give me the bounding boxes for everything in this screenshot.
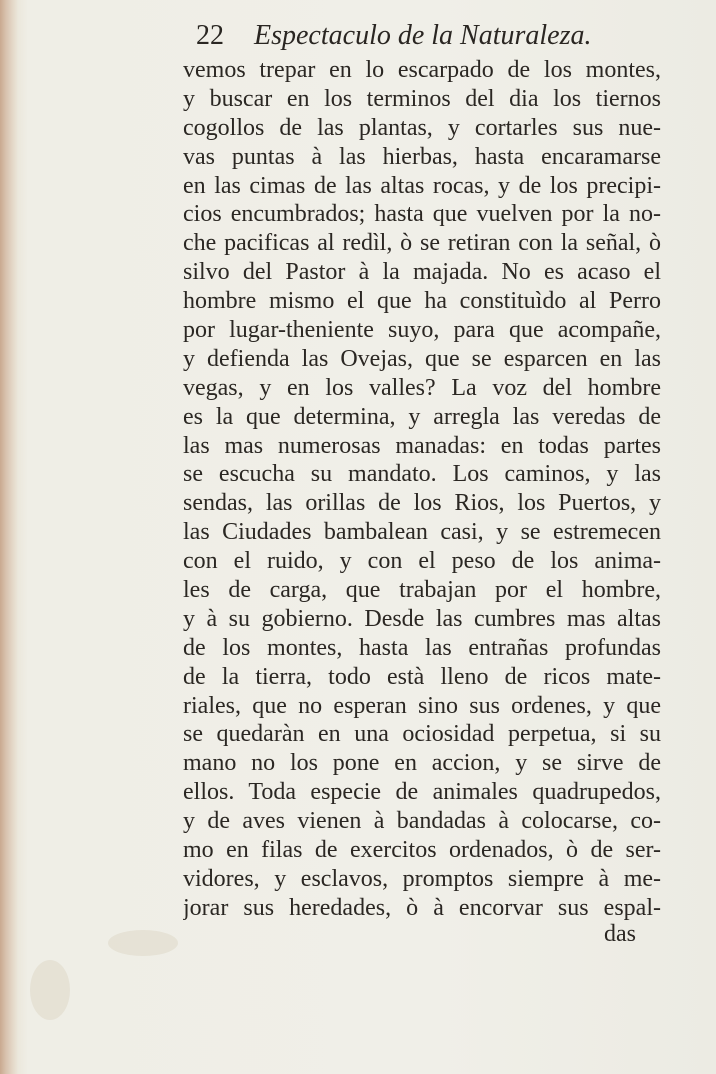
text-line: che pacificas al redìl, ò se retiran con la señal, ò	[183, 230, 661, 257]
paper-stain	[30, 960, 70, 1020]
text-line: con el ruido, y con el peso de los anima-	[183, 548, 661, 575]
text-line: vemos trepar en lo escarpado de los montes,	[183, 57, 661, 83]
text-line: por lugar-theniente suyo, para que acompañe,	[183, 317, 661, 344]
text-line: y à su gobierno. Desde las cumbres mas altas	[183, 605, 661, 632]
text-line: jorar sus heredades, ò à encorvar sus espal-	[183, 894, 661, 921]
text-line: se quedaràn en una ociosidad perpetua, si su	[183, 721, 661, 748]
text-line: mano no los pone en accion, y se sirve de	[183, 750, 661, 777]
text-line: de los montes, hasta las entrañas profundas	[183, 634, 661, 661]
running-title: Espectaculo de la Naturaleza.	[254, 20, 592, 51]
catchword: das	[604, 921, 636, 947]
page-number: 22	[196, 20, 224, 51]
text-line: hombre mismo el que ha constituìdo al Perro	[183, 288, 661, 315]
text-line: se escucha su mandato. Los caminos, y las	[183, 461, 661, 488]
text-line: es la que determina, y arregla las veredas de	[183, 403, 661, 430]
text-line: y buscar en los terminos del dia los tiernos	[183, 85, 661, 112]
text-line: cios encumbrados; hasta que vuelven por la no-	[183, 201, 661, 228]
text-line: les de carga, que trabajan por el hombre,	[183, 577, 661, 604]
page-header	[196, 18, 626, 54]
text-line: silvo del Pastor à la majada. No es acaso el	[183, 259, 661, 286]
text-line: vidores, y esclavos, promptos siempre à me-	[183, 865, 661, 892]
text-line: de la tierra, todo està lleno de ricos mate-	[183, 663, 661, 690]
text-line: cogollos de las plantas, y cortarles sus nue-	[183, 114, 661, 141]
text-line: vegas, y en los valles? La voz del hombre	[183, 374, 661, 401]
text-line: mo en filas de exercitos ordenados, ò de ser-	[183, 837, 661, 864]
text-line: en las cimas de las altas rocas, y de los precipi-	[183, 172, 661, 199]
text-line: sendas, las orillas de los Rios, los Puertos, y	[183, 490, 661, 517]
text-line: las mas numerosas manadas: en todas partes	[183, 432, 661, 459]
paper-stain	[108, 930, 178, 956]
text-line: las Ciudades bambalean casi, y se estremecen	[183, 519, 661, 546]
text-line: y defienda las Ovejas, que se esparcen en las	[183, 345, 661, 372]
body-text	[183, 56, 661, 923]
text-line: vas puntas à las hierbas, hasta encaramarse	[183, 143, 661, 170]
text-line: y de aves vienen à bandadas à colocarse, co-	[183, 808, 661, 835]
text-line: riales, que no esperan sino sus ordenes, y que	[183, 692, 661, 719]
page-edge	[0, 0, 18, 1074]
text-line: ellos. Toda especie de animales quadrupedos,	[183, 779, 661, 806]
